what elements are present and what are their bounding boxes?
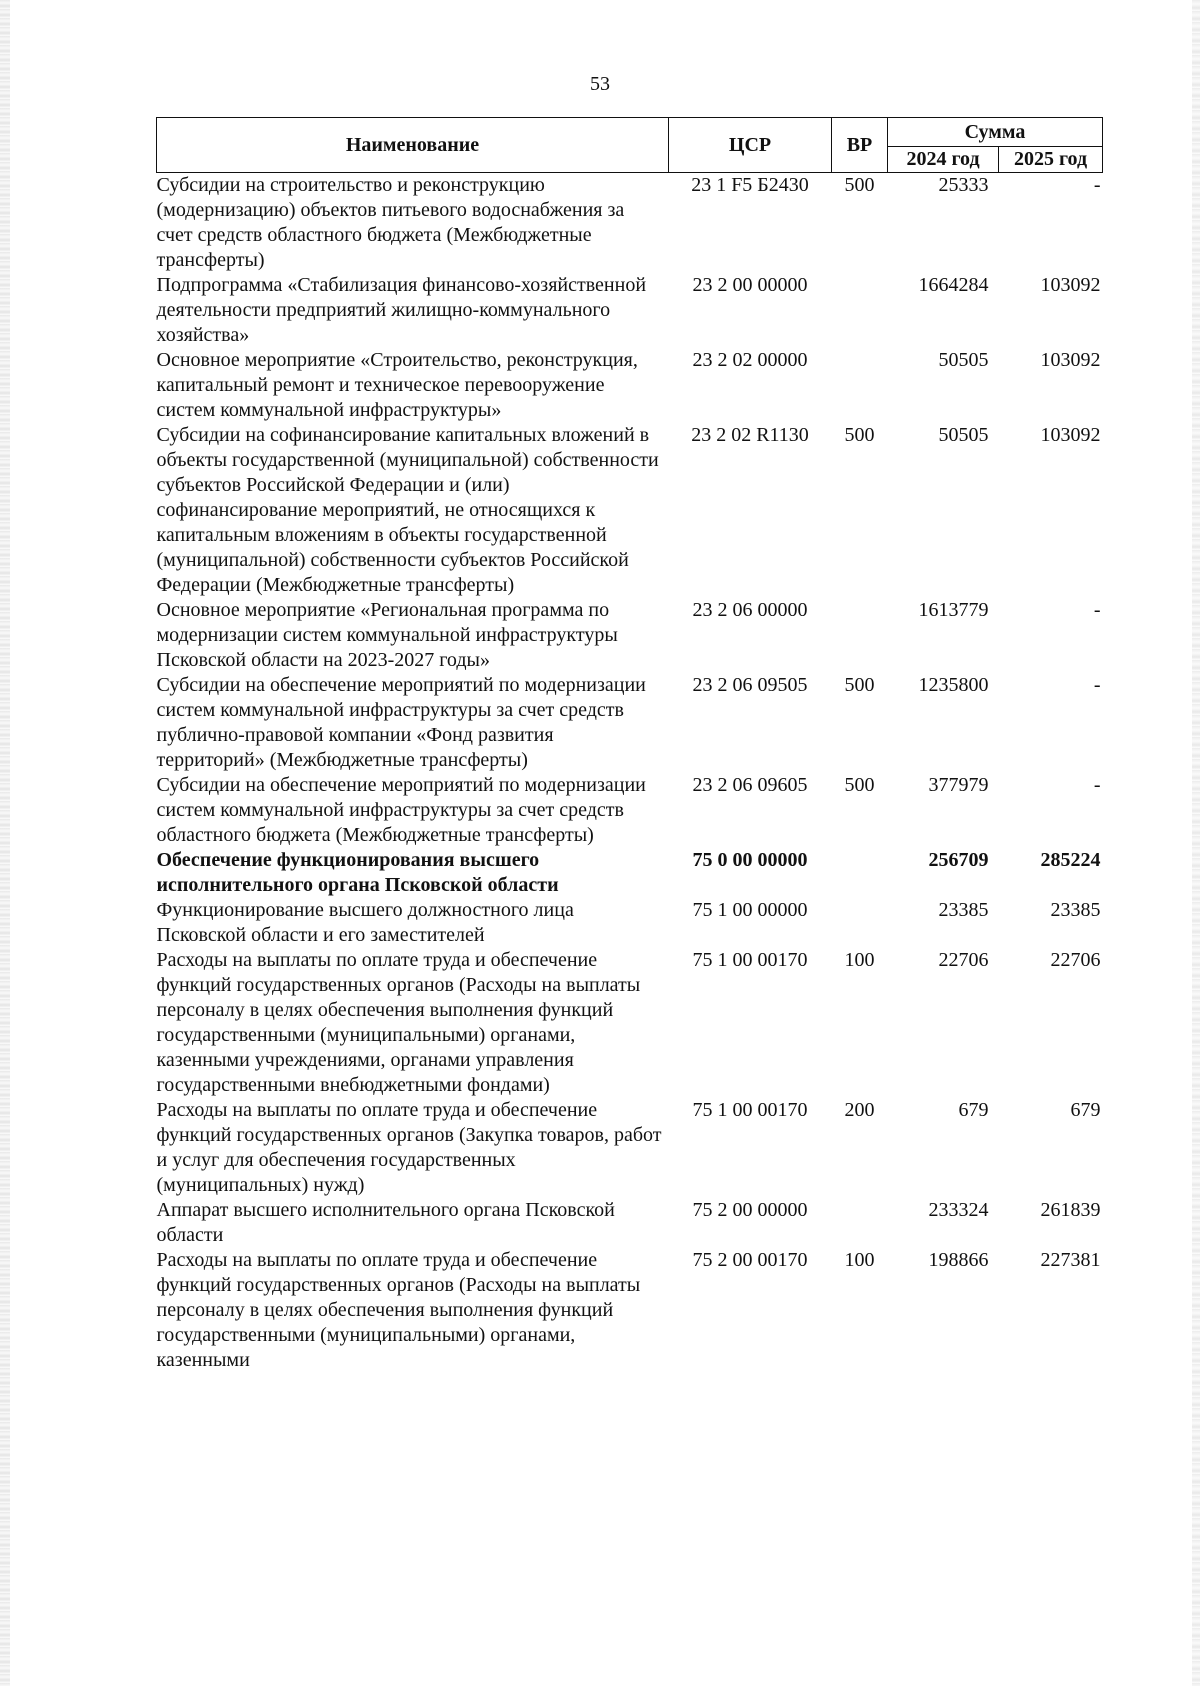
row-sum-2024: 1235800 — [918, 674, 989, 696]
row-name: Обеспечение функционирования высшего исполнительного органа Псковской области — [156, 849, 559, 896]
row-sum-2024: 23385 — [938, 899, 989, 921]
row-vr: 500 — [844, 674, 875, 696]
table-row — [157, 1198, 1103, 1248]
row-sum-2025: 285224 — [1040, 849, 1101, 871]
row-name: Функционирование высшего должностного лица Псковской области и его заместителей — [156, 899, 574, 946]
table-row — [157, 673, 1103, 773]
table-row — [157, 773, 1103, 848]
table-row — [157, 898, 1103, 948]
header-year-2025: 2025 год — [999, 147, 1103, 173]
row-vr: 200 — [844, 1099, 875, 1121]
row-csr: 75 0 00 00000 — [692, 849, 808, 871]
scan-edge-right — [1192, 0, 1200, 1686]
table-row — [157, 273, 1103, 348]
row-csr: 23 1 F5 Б2430 — [691, 174, 809, 196]
row-name: Расходы на выплаты по оплате труда и обеспечение функций государственных органов (Расходы на выплаты персоналу в целях обеспечения выполнения функций государственными (муниципальными) органами, казенными учреждениями, органами управления государственными внебюджетными фондами) — [156, 949, 641, 1096]
row-sum-2025: 23385 — [1050, 899, 1101, 921]
row-vr — [832, 598, 888, 673]
row-vr — [832, 1198, 888, 1248]
row-sum-2025: 261839 — [1040, 1199, 1101, 1221]
table-row — [157, 423, 1103, 598]
row-sum-2024: 50505 — [938, 424, 989, 446]
row-csr: 23 2 06 00000 — [692, 599, 808, 621]
row-csr: 23 2 06 09505 — [692, 674, 808, 696]
row-name: Основное мероприятие «Региональная программа по модернизации систем коммунальной инфраструктуры Псковской области на 2023-2027 годы» — [156, 599, 618, 671]
row-csr: 23 2 02 R1130 — [691, 424, 809, 446]
table-row — [157, 173, 1103, 274]
row-vr — [832, 273, 888, 348]
row-sum-2025: - — [1093, 174, 1101, 196]
row-vr — [832, 348, 888, 423]
row-csr: 75 1 00 00000 — [692, 899, 808, 921]
row-sum-2024: 377979 — [928, 774, 989, 796]
table-header — [157, 118, 1103, 173]
header-csr: ЦСР — [669, 118, 832, 173]
row-csr: 75 1 00 00170 — [692, 949, 808, 971]
row-vr: 100 — [844, 949, 875, 971]
row-csr: 75 1 00 00170 — [692, 1099, 808, 1121]
row-csr: 23 2 02 00000 — [692, 349, 808, 371]
header-sum: Сумма — [888, 118, 1103, 147]
table-row — [157, 1098, 1103, 1198]
row-csr: 23 2 06 09605 — [692, 774, 808, 796]
row-sum-2025: 103092 — [1040, 274, 1101, 296]
row-name: Субсидии на софинансирование капитальных вложений в объекты государственной (муниципальной) собственности субъектов Российской Федерации и (или) софинансирование мероприятий, не относящихся к капитальным вложениям в объекты государственной (муниципальной) собственности субъектов Российской Федерации (Межбюджетные трансферты) — [156, 424, 659, 596]
table-row — [157, 348, 1103, 423]
row-sum-2025: - — [1093, 774, 1101, 796]
row-name: Основное мероприятие «Строительство, реконструкция, капитальный ремонт и техническое перевооружение систем коммунальной инфраструктуры» — [156, 349, 638, 421]
row-vr: 500 — [844, 774, 875, 796]
row-sum-2024: 25333 — [938, 174, 989, 196]
row-sum-2024: 233324 — [928, 1199, 989, 1221]
row-sum-2024: 1613779 — [918, 599, 989, 621]
row-name: Подпрограмма «Стабилизация финансово-хозяйственной деятельности предприятий жилищно-коммунального хозяйства» — [156, 274, 647, 346]
row-sum-2024: 22706 — [938, 949, 989, 971]
row-sum-2024: 198866 — [928, 1249, 989, 1271]
table-row — [157, 1248, 1103, 1373]
page-number: 53 — [590, 73, 610, 95]
table-row — [157, 598, 1103, 673]
row-name: Расходы на выплаты по оплате труда и обеспечение функций государственных органов (Закупка товаров, работ и услуг для обеспечения государственных (муниципальных) нужд) — [156, 1099, 662, 1196]
budget-table — [156, 117, 1103, 1373]
row-name: Субсидии на обеспечение мероприятий по модернизации систем коммунальной инфраструктуры за счет средств публично-правовой компании «Фонд развития территорий» (Межбюджетные трансферты) — [156, 674, 646, 771]
table-row — [157, 948, 1103, 1098]
row-sum-2025: - — [1093, 599, 1101, 621]
header-vr: ВР — [832, 118, 888, 173]
row-vr: 500 — [844, 174, 875, 196]
row-csr: 23 2 00 00000 — [692, 274, 808, 296]
row-sum-2024: 50505 — [938, 349, 989, 371]
table-body — [157, 173, 1103, 1374]
row-sum-2025: 103092 — [1040, 424, 1101, 446]
row-vr — [832, 848, 888, 898]
header-year-2024: 2024 год — [888, 147, 999, 173]
row-vr: 500 — [844, 424, 875, 446]
row-vr: 100 — [844, 1249, 875, 1271]
row-sum-2024: 256709 — [928, 849, 989, 871]
row-sum-2025: 227381 — [1040, 1249, 1101, 1271]
row-sum-2025: 22706 — [1050, 949, 1101, 971]
table-row-section — [157, 848, 1103, 898]
row-sum-2025: - — [1093, 674, 1101, 696]
row-sum-2024: 1664284 — [918, 274, 989, 296]
row-sum-2025: 103092 — [1040, 349, 1101, 371]
row-sum-2025: 679 — [1070, 1099, 1101, 1121]
row-sum-2024: 679 — [958, 1099, 989, 1121]
row-csr: 75 2 00 00000 — [692, 1199, 808, 1221]
row-name: Субсидии на обеспечение мероприятий по модернизации систем коммунальной инфраструктуры за счет средств областного бюджета (Межбюджетные трансферты) — [156, 774, 646, 846]
row-name: Аппарат высшего исполнительного органа Псковской области — [156, 1199, 615, 1246]
row-csr: 75 2 00 00170 — [692, 1249, 808, 1271]
row-vr — [832, 898, 888, 948]
row-name: Субсидии на строительство и реконструкцию (модернизацию) объектов питьевого водоснабжения за счет средств областного бюджета (Межбюджетные трансферты) — [156, 174, 625, 271]
header-name: Наименование — [157, 118, 669, 173]
scan-edge-left — [0, 0, 10, 1686]
row-name: Расходы на выплаты по оплате труда и обеспечение функций государственных органов (Расходы на выплаты персоналу в целях обеспечения выполнения функций государственными (муниципальными) органами, казенными — [156, 1249, 641, 1371]
